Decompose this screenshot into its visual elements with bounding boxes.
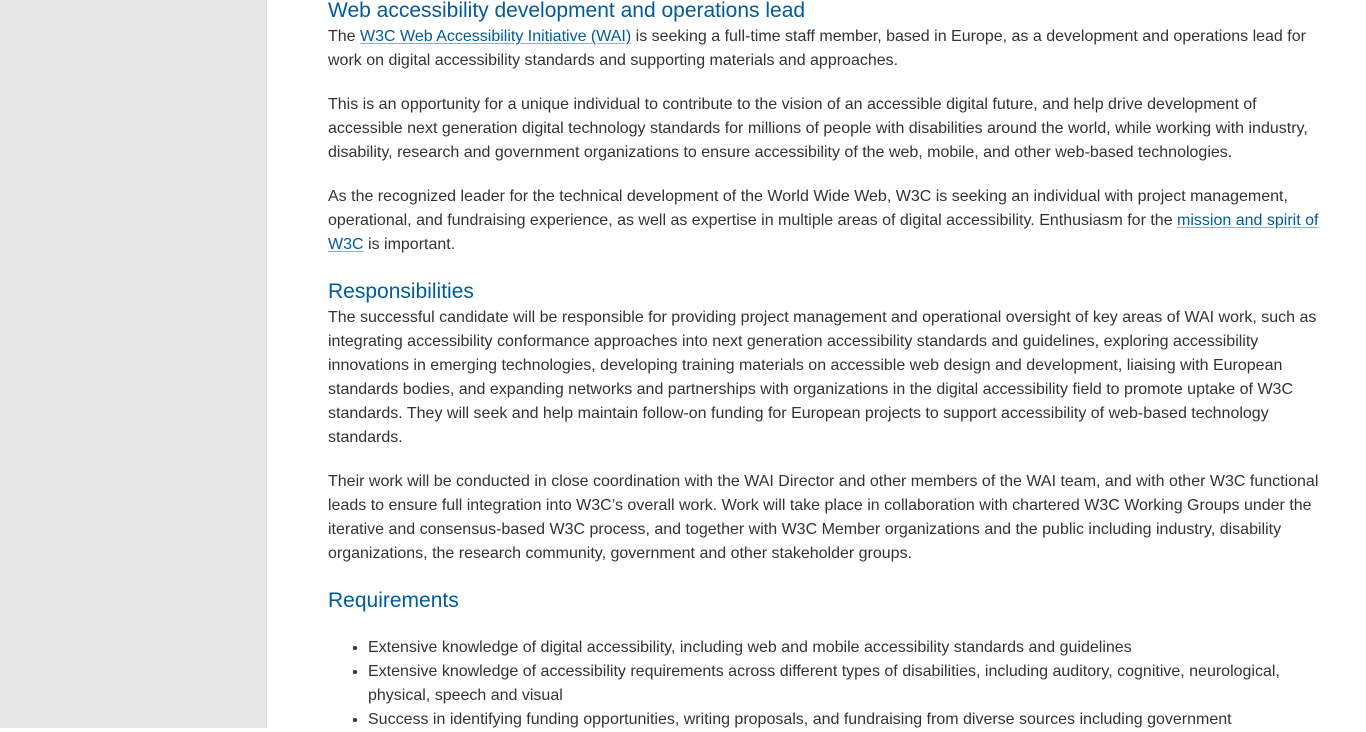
list-item: • Extensive knowledge of digital accessibility, including web and mobile accessibility standards and guidelines [368,636,1324,660]
responsibilities-paragraph-1: The successful candidate will be responsible for providing project management and operational oversight of key areas of WAI work, such as integrating accessibility conformance approaches into next generation accessibility standards and guidelines, exploring accessibility innovations in emerging technologies, developing training materials on accessible web design and development, liaising with European standards bodies, and expanding networks and partnerships with organizations in the digital accessibility field to promote uptake of W3C standards. They will seek and help maintain follow-on funding for European projects to support accessibility of web-based technology standards. [328,309,1317,446]
job-title-heading: Web accessibility development and operations lead [328,0,806,22]
intro-prefix: The [328,28,361,45]
leader-prefix: As the recognized leader for the technical development of the World Wide Web, W3C is seeking an individual with project management, operational, and fundraising experience, as well as expertise in multiple areas of digital accessibility. Enthusiasm for the [328,188,1288,229]
mission-link[interactable]: mission and spirit of W3C [328,212,1319,253]
leader-paragraph [328,185,1324,257]
leader-suffix: is important. [363,236,456,253]
left-sidebar [0,0,267,728]
main-content [328,0,1324,732]
requirements-list [328,636,1324,732]
opportunity-paragraph: This is an opportunity for a unique individual to contribute to the vision of an accessible digital future, and help drive development of accessible next generation digital technology standards for millions of people with disabilities around the world, while working with industry, disability, research and government organizations to ensure accessibility of the web, mobile, and other web-based technologies. [328,96,1308,161]
requirements-heading: Requirements [328,589,459,612]
intro-paragraph [328,25,1324,73]
responsibilities-paragraph-2: Their work will be conducted in close coordination with the WAI Director and other members of the WAI team, and with other W3C functional leads to ensure full integration into W3C’s overall work. Work will take place in collaboration with chartered W3C Working Groups under the iterative and consensus-based W3C process, and together with W3C Member organizations and the public including industry, disability organizations, the research community, government and other stakeholder groups. [328,473,1319,562]
intro-suffix: is seeking a full-time staff member, based in Europe, as a development and operations lead for work on digital accessibility standards and supporting materials and approaches. [328,28,1306,69]
wai-link[interactable]: W3C Web Accessibility Initiative (WAI) [360,28,632,45]
responsibilities-heading: Responsibilities [328,280,474,303]
list-item: • Extensive knowledge of accessibility requirements across different types of disabilities, including auditory, cognitive, neurological, physical, speech and visual [368,660,1324,708]
list-item: • Success in identifying funding opportunities, writing proposals, and fundraising from diverse sources including government [368,708,1324,732]
